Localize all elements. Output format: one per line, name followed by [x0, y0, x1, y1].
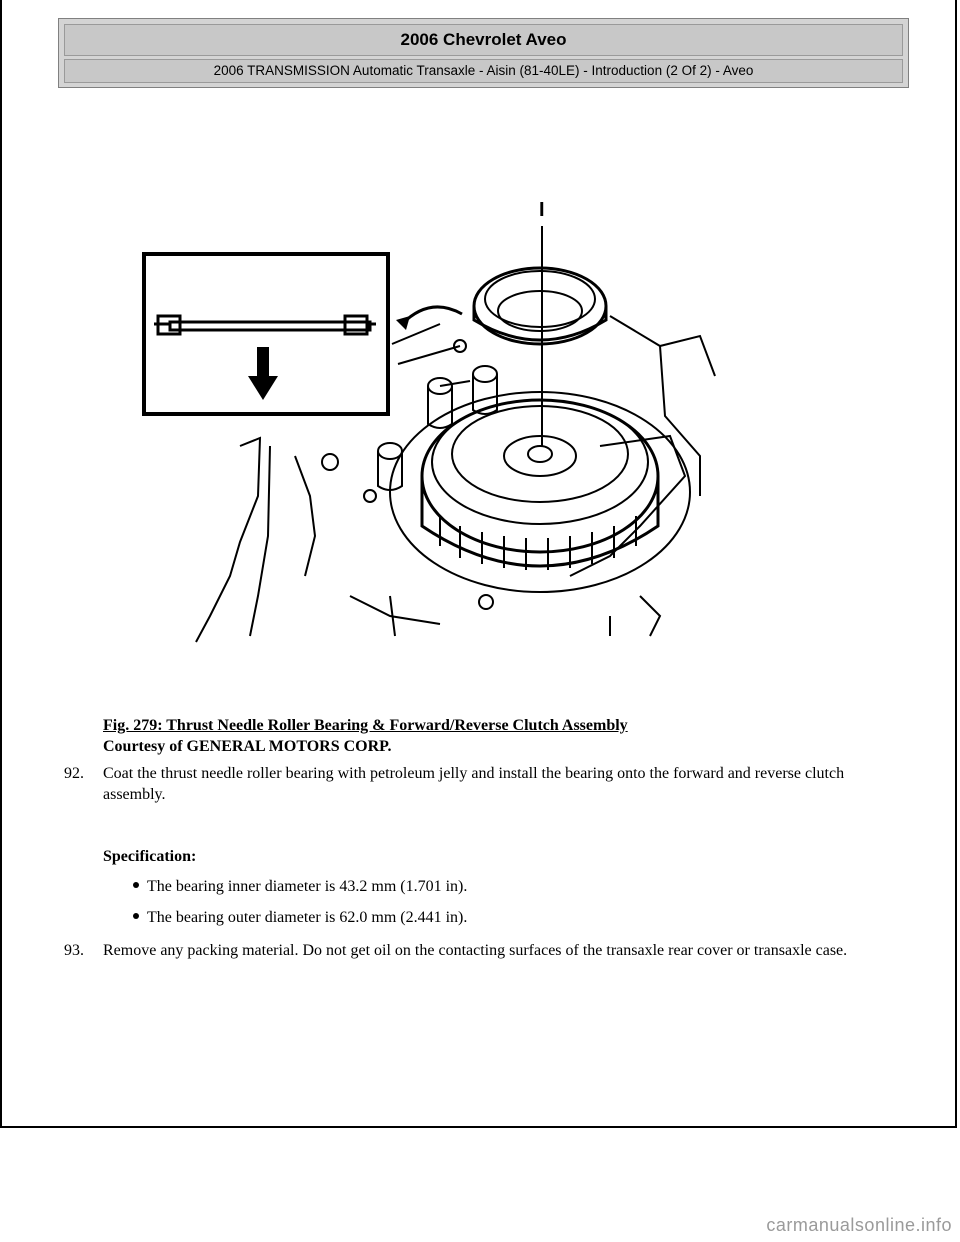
spec-item [133, 876, 467, 897]
figure-caption [103, 715, 628, 757]
header-title: 2006 Chevrolet Aveo [64, 24, 903, 56]
step-text: Remove any packing material. Do not get oil on the contacting surfaces of the transaxle rear cover or transaxle case. [103, 942, 848, 959]
spec-item [133, 907, 467, 928]
figure-title: Fig. 279: Thrust Needle Roller Bearing & Forward/Reverse Clutch Assembly [103, 717, 628, 734]
step-text: Coat the thrust needle roller bearing with petroleum jelly and install the bearing onto the forward and reverse clutch assembly. [103, 765, 845, 803]
figure-courtesy: Courtesy of GENERAL MOTORS CORP. [103, 738, 392, 755]
step-number: 93. [64, 942, 84, 959]
bullet-icon [133, 913, 139, 919]
clutch-assembly-illustration [140, 196, 720, 644]
watermark: carmanualsonline.info [766, 1215, 952, 1235]
header-subtitle: 2006 TRANSMISSION Automatic Transaxle - Aisin (81-40LE) - Introduction (2 Of 2) - Aveo [64, 59, 903, 83]
curved-arrow-icon [402, 307, 462, 324]
specification-label: Specification: [103, 848, 197, 865]
step-number: 92. [64, 765, 84, 782]
down-arrow-icon [248, 348, 278, 400]
callout-label: I [539, 199, 545, 221]
document-header [58, 18, 909, 88]
spec-item-text: The bearing inner diameter is 43.2 mm (1.701 in). [147, 878, 468, 895]
bullet-icon [133, 882, 139, 888]
spec-item-text: The bearing outer diameter is 62.0 mm (2.441 in). [147, 909, 468, 926]
